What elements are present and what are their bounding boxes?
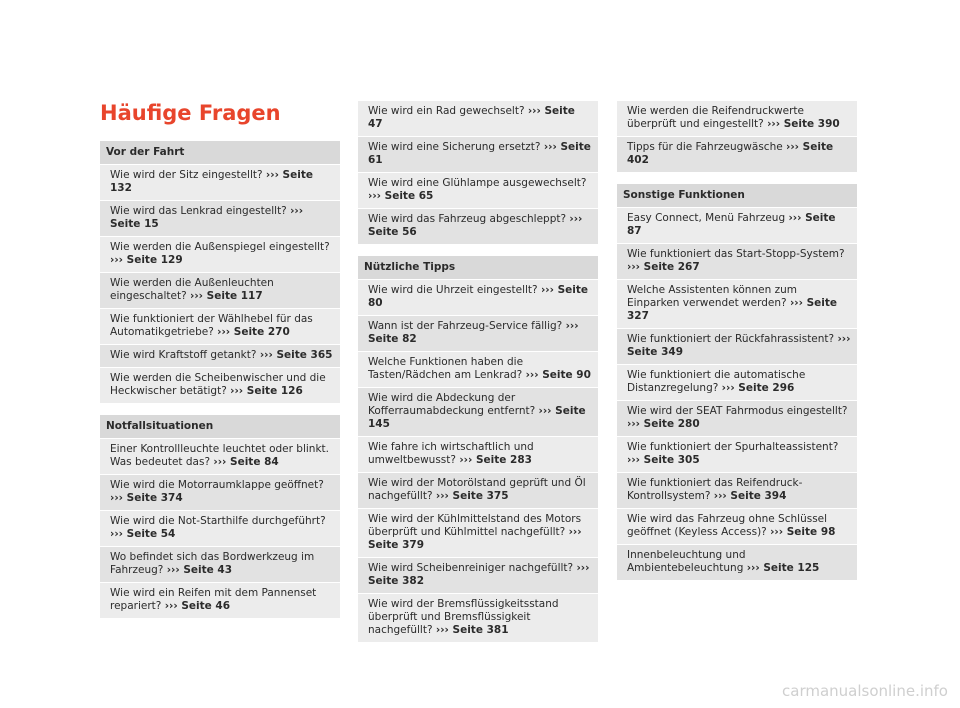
faq-item[interactable]: [100, 344, 340, 367]
faq-question: Tipps für die Fahrzeugwäsche: [627, 141, 783, 153]
page-reference-link[interactable]: ››› Seite 117: [190, 290, 263, 302]
page-reference-link[interactable]: ››› Seite 61: [368, 141, 591, 166]
section-heading: Notfallsituationen: [100, 415, 340, 438]
page-reference-link[interactable]: ››› Seite 87: [627, 212, 836, 237]
faq-item[interactable]: [358, 436, 598, 472]
section-gap: [617, 172, 857, 184]
faq-item[interactable]: [100, 236, 340, 272]
faq-question: Wie wird der Motorölstand geprüft und Öl nachgefüllt?: [368, 477, 586, 502]
faq-item[interactable]: [617, 100, 857, 136]
page-reference-link[interactable]: ››› Seite 56: [368, 213, 583, 238]
faq-question: Welche Funktionen haben die Tasten/Rädchen am Lenkrad?: [368, 356, 524, 381]
faq-question: Wie fahre ich wirtschaftlich und umweltbewusst?: [368, 441, 534, 466]
faq-item[interactable]: [100, 582, 340, 618]
faq-question: Wie funktioniert das Start-Stopp-System?: [627, 248, 845, 260]
faq-question: Wie wird das Fahrzeug abgeschleppt?: [368, 213, 567, 225]
page-reference-link[interactable]: ››› Seite 65: [368, 190, 434, 202]
page-reference-link[interactable]: ››› Seite 374: [110, 492, 183, 504]
page-reference-link[interactable]: ››› Seite 381: [435, 624, 509, 636]
faq-question: Wie wird das Fahrzeug ohne Schlüssel geöffnet (Keyless Access)?: [627, 513, 828, 538]
faq-item[interactable]: [358, 593, 598, 642]
page-reference-link[interactable]: ››› Seite 305: [627, 454, 700, 466]
faq-item[interactable]: [358, 387, 598, 436]
faq-item[interactable]: [617, 400, 857, 436]
watermark: carmanualsonline.info: [782, 682, 948, 700]
faq-item[interactable]: [100, 546, 340, 582]
faq-question: Wie wird die Abdeckung der Kofferraumabdeckung entfernt?: [368, 392, 536, 417]
faq-question: Innenbeleuchtung und Ambientebeleuchtung: [627, 549, 746, 574]
page-reference-link[interactable]: ››› Seite 80: [368, 284, 589, 309]
faq-item[interactable]: [358, 100, 598, 136]
page-reference-link[interactable]: ››› Seite 46: [164, 600, 231, 612]
faq-item[interactable]: [100, 438, 340, 474]
faq-question: Wie funktioniert der Rückfahrassistent?: [627, 333, 835, 345]
faq-item[interactable]: [358, 508, 598, 557]
faq-question: Wie funktioniert die automatische Distanzregelung?: [627, 369, 806, 394]
faq-item[interactable]: [617, 328, 857, 364]
faq-item[interactable]: [617, 436, 857, 472]
page-reference-link[interactable]: ››› Seite 145: [368, 405, 586, 430]
faq-question: Wo befindet sich das Bordwerkzeug im Fahrzeug?: [110, 551, 315, 576]
faq-question: Wie wird ein Rad gewechselt?: [368, 105, 525, 117]
faq-item[interactable]: [100, 367, 340, 403]
faq-item[interactable]: [358, 279, 598, 315]
faq-item[interactable]: [358, 172, 598, 208]
faq-item[interactable]: [100, 474, 340, 510]
section-heading: Vor der Fahrt: [100, 141, 340, 164]
faq-question: Easy Connect, Menü Fahrzeug: [627, 212, 786, 224]
faq-question: Wie wird die Not-Starthilfe durchgeführt?: [110, 515, 326, 527]
page-reference-link[interactable]: ››› Seite 327: [627, 297, 837, 322]
faq-question: Wie wird der Sitz eingestellt?: [110, 169, 263, 181]
faq-question: Wie wird der Bremsflüssigkeitsstand überprüft und Bremsflüssigkeit nachgefüllt?: [368, 598, 559, 636]
page-reference-link[interactable]: ››› Seite 129: [110, 254, 183, 266]
faq-item[interactable]: [617, 136, 857, 172]
faq-question: Wann ist der Fahrzeug-Service fällig?: [368, 320, 563, 332]
faq-item[interactable]: [100, 200, 340, 236]
page-reference-link[interactable]: ››› Seite 47: [368, 105, 575, 130]
page-reference-link[interactable]: ››› Seite 365: [259, 349, 333, 361]
section-gap: [100, 403, 340, 415]
page-reference-link[interactable]: ››› Seite 394: [713, 490, 787, 502]
faq-question: Wie werden die Außenleuchten eingeschaltet?: [110, 277, 274, 302]
page-reference-link[interactable]: ››› Seite 382: [368, 562, 590, 587]
faq-question: Wie wird eine Sicherung ersetzt?: [368, 141, 541, 153]
faq-column-1: [100, 141, 340, 618]
faq-item[interactable]: [617, 364, 857, 400]
page-reference-link[interactable]: ››› Seite 296: [721, 382, 795, 394]
page-title: Häufige Fragen: [100, 101, 281, 125]
faq-item[interactable]: [358, 557, 598, 593]
faq-question: Wie wird Kraftstoff getankt?: [110, 349, 257, 361]
faq-item[interactable]: [100, 272, 340, 308]
faq-item[interactable]: [358, 208, 598, 244]
faq-question: Wie funktioniert der Spurhalteassistent?: [627, 441, 839, 453]
page-reference-link[interactable]: ››› Seite 90: [525, 369, 591, 381]
faq-item[interactable]: [617, 508, 857, 544]
faq-question: Wie wird die Motorraumklappe geöffnet?: [110, 479, 324, 491]
page-reference-link[interactable]: ››› Seite 15: [110, 205, 304, 230]
page-reference-link[interactable]: ››› Seite 379: [368, 526, 582, 551]
page-reference-link[interactable]: ››› Seite 125: [746, 562, 820, 574]
page-reference-link[interactable]: ››› Seite 54: [110, 528, 176, 540]
faq-question: Wie wird ein Reifen mit dem Pannenset repariert?: [110, 587, 317, 612]
page-reference-link[interactable]: ››› Seite 267: [627, 261, 700, 273]
faq-item[interactable]: [358, 136, 598, 172]
faq-item[interactable]: [100, 510, 340, 546]
faq-question: Wie wird eine Glühlampe ausgewechselt?: [368, 177, 587, 189]
page-reference-link[interactable]: ››› Seite 43: [166, 564, 233, 576]
faq-question: Wie funktioniert der Wählhebel für das Automatikgetriebe?: [110, 313, 313, 338]
faq-question: Wie wird das Lenkrad eingestellt?: [110, 205, 287, 217]
page-reference-link[interactable]: ››› Seite 280: [627, 418, 700, 430]
faq-question: Wie werden die Scheibenwischer und die Heckwischer betätigt?: [110, 372, 326, 397]
faq-question: Wie wird die Uhrzeit eingestellt?: [368, 284, 538, 296]
faq-item[interactable]: [100, 308, 340, 344]
faq-item[interactable]: [358, 315, 598, 351]
page-reference-link[interactable]: ››› Seite 84: [213, 456, 279, 468]
faq-item[interactable]: [100, 164, 340, 200]
page-reference-link[interactable]: ››› Seite 82: [368, 320, 579, 345]
faq-item[interactable]: [617, 279, 857, 328]
faq-question: Wie wird der SEAT Fahrmodus eingestellt?: [627, 405, 848, 417]
page-reference-link[interactable]: ››› Seite 390: [767, 118, 840, 130]
faq-question: Wie wird Scheibenreiniger nachgefüllt?: [368, 562, 574, 574]
faq-question: Wie werden die Außenspiegel eingestellt?: [110, 241, 330, 253]
faq-column-3: [617, 100, 857, 580]
faq-item[interactable]: [617, 243, 857, 279]
faq-question: Wie wird der Kühlmittelstand des Motors überprüft und Kühlmittel nachgefüllt?: [368, 513, 582, 538]
section-heading: Sonstige Funktionen: [617, 184, 857, 207]
faq-column-2: [358, 100, 598, 642]
faq-item[interactable]: [617, 544, 857, 580]
faq-item[interactable]: [358, 351, 598, 387]
page-reference-link[interactable]: ››› Seite 375: [435, 490, 509, 502]
section-gap: [358, 244, 598, 256]
faq-item[interactable]: [617, 207, 857, 243]
section-heading: Nützliche Tipps: [358, 256, 598, 279]
faq-question: Einer Kontrollleuchte leuchtet oder blinkt. Was bedeutet das?: [110, 443, 329, 468]
page-reference-link[interactable]: ››› Seite 126: [230, 385, 303, 397]
page-reference-link[interactable]: ››› Seite 402: [627, 141, 834, 166]
page-reference-link[interactable]: ››› Seite 349: [627, 333, 851, 358]
faq-question: Welche Assistenten können zum Einparken verwendet werden?: [627, 284, 797, 309]
page-reference-link[interactable]: ››› Seite 270: [217, 326, 290, 338]
page-reference-link[interactable]: ››› Seite 132: [110, 169, 313, 194]
page-reference-link[interactable]: ››› Seite 283: [459, 454, 532, 466]
faq-question: Wie werden die Reifendruckwerte überprüft und eingestellt?: [627, 105, 804, 130]
faq-question: Wie funktioniert das Reifendruck-Kontrollsystem?: [627, 477, 803, 502]
faq-item[interactable]: [358, 472, 598, 508]
faq-item[interactable]: [617, 472, 857, 508]
page-reference-link[interactable]: ››› Seite 98: [770, 526, 836, 538]
